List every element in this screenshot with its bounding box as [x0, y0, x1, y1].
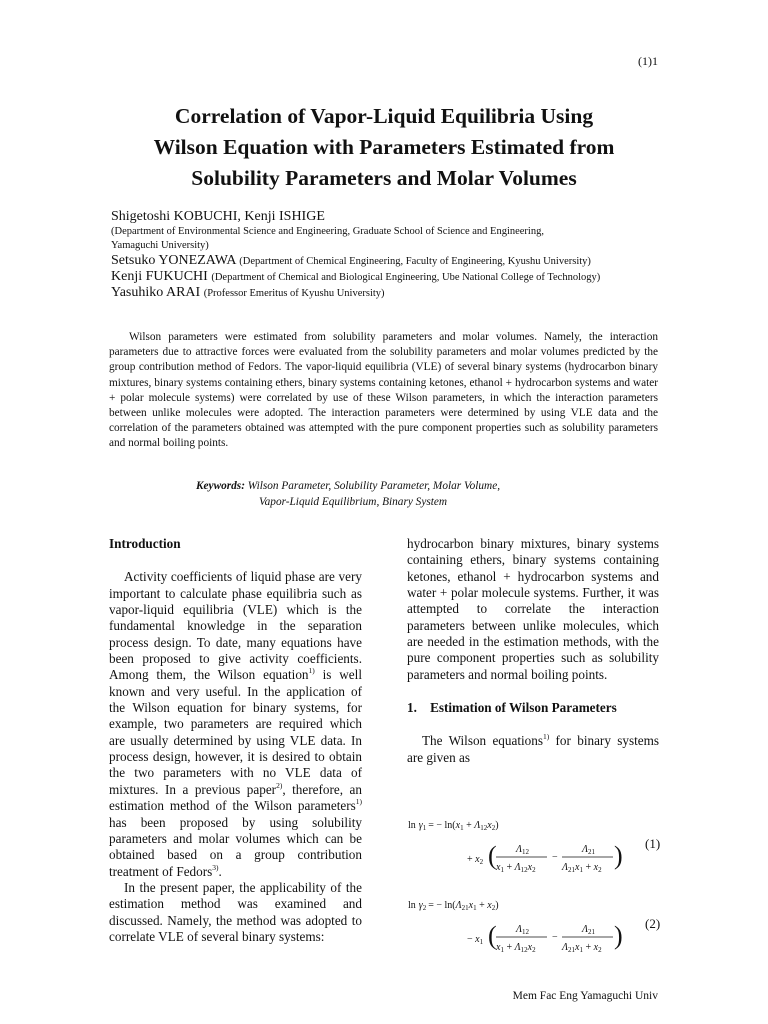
intro-paragraph-1 [109, 569, 362, 880]
author-affiliation: Yamaguchi University) [111, 240, 209, 251]
svg-text:(: ( [488, 921, 497, 950]
equation-2-number: (2) [645, 916, 661, 931]
text-run: is well known and very useful. In the application of the Wilson equation for binary systems, for example, two parameters are required which are usually determined by using VLE data. In process design, however, it is desired to obtain the two parameters with no VLE data of mixtures. In a previous paper [109, 667, 362, 797]
author-name: Shigetoshi KOBUCHI, Kenji ISHIGE [111, 209, 325, 224]
intro-paragraph-2: In the present paper, the applicability of the estimation method was examined and discussed. Namely, the method was adopted to correlate VLE of several binary systems: [109, 879, 362, 944]
text-run: , therefore, an estimation method of the Wilson parameters [109, 781, 362, 814]
author-name: Yasuhiko ARAI [111, 285, 201, 300]
citation: 1) [308, 666, 315, 676]
equation-2 [405, 892, 667, 956]
equation-1 [405, 812, 667, 876]
svg-text:Λ21x1 + x2: $\Lambda_{21}x_1 + x_2$ [562, 942, 602, 954]
equations-intro-paragraph [407, 733, 659, 766]
svg-text:Λ21: $\Lambda_{21}$ [582, 844, 596, 856]
author-line-1 [111, 209, 671, 225]
svg-text:): ) [614, 921, 623, 950]
keywords-line-1: Wilson Parameter, Solubility Parameter, Molar Volume, [247, 480, 501, 492]
svg-text:): ) [614, 841, 623, 870]
keywords-label: Keywords: [196, 480, 245, 492]
section-heading-introduction: Introduction [109, 536, 181, 551]
citation: 3) [212, 862, 219, 872]
author-line-4 [111, 285, 671, 301]
title-line-3: Solubility Parameters and Molar Volumes [191, 166, 577, 190]
author-affiliation: (Department of Chemical and Biological Engineering, Ube National College of Technology) [211, 272, 601, 283]
right-column [407, 536, 659, 766]
citation: 1) [355, 797, 362, 807]
left-column [109, 536, 362, 945]
title-line-2: Wilson Equation with Parameters Estimated from [153, 135, 615, 159]
keywords-line-2: Vapor-Liquid Equilibrium, Binary System [259, 495, 448, 508]
svg-text:(: ( [488, 841, 497, 870]
text-run: has been proposed by using solubility parameters and molar volumes which can be obtained based on a group contribution treatment of Fedors [109, 814, 362, 879]
section-heading-estimation: 1. Estimation of Wilson Parameters [407, 700, 617, 716]
citation: 1) [542, 732, 550, 742]
svg-text:lnγ1= − ln(x1 + Λ12x2): $\ln \gamma_1$ = − $\ln(x_1 + \Lambda_{12}x_2)$ [408, 820, 499, 832]
svg-text:Λ21x1 + x2: $\Lambda_{21}x_1 + x_2$ [562, 862, 602, 874]
keywords [196, 479, 500, 510]
text-run: Activity coefficients of liquid phase are very important to calculate phase equilibria such as vapor-liquid equilibria (VLE) which is the fundamental knowledge in the separation process design. To date, many equations have been proposed to give activity coefficients. Among them, the Wilson equation [109, 569, 362, 683]
svg-text:−: − [552, 852, 558, 863]
footer-journal: Mem Fac Eng Yamaguchi Univ [512, 990, 658, 1002]
author-line-2 [111, 253, 671, 269]
paper-title [100, 101, 668, 194]
abstract: Wilson parameters were estimated from solubility parameters and molar volumes. Namely, the interaction parameters due to attractive forces were evaluated from the solubility parameters and molar volumes predicted by the group contribution method of Fedors. The vapor-liquid equilibria (VLE) of several binary systems (hydrocarbon binary mixtures, binary systems containing ethers, binary systems containing ketones, ethanol + hydrocarbon systems and water + polar molecule systems) were correlated by use of these Wilson parameters, in which the interaction parameters between unlike molecules were adopted. The interaction parameters were determined by using VLE data and the correlation of the parameters obtained was attempted with the pure component properties such as solubility parameters and normal boiling points. [109, 331, 658, 450]
equation-1-number: (1) [645, 836, 661, 851]
title-line-1: Correlation of Vapor-Liquid Equilibria Using [174, 104, 594, 128]
author-affiliation: (Department of Environmental Science and Engineering, Graduate School of Science and Engineering, [111, 226, 544, 237]
text-run: The Wilson equations [422, 733, 543, 749]
svg-text:−: − [552, 932, 558, 943]
svg-text:lnγ2= − ln(Λ21x1 + x2): $\ln \gamma_2$ = − $\ln(\Lambda_{21}x_1 + x_2)$ [408, 900, 499, 912]
author-line-3 [111, 269, 671, 285]
page-number: (1)1 [638, 54, 658, 68]
author-affiliation: (Department of Chemical Engineering, Faculty of Engineering, Kyushu University) [239, 256, 591, 267]
svg-text:x1 + Λ12x2: $x_1 + \Lambda_{12}x_2$ [496, 862, 536, 874]
author-list [111, 209, 671, 301]
svg-text:+ x2: + $x_2$ [467, 854, 484, 866]
svg-text:x1 + Λ12x2: $x_1 + \Lambda_{12}x_2$ [496, 942, 536, 954]
svg-text:Λ12: $\Lambda_{12}$ [516, 844, 530, 856]
svg-text:− x1: − $x_1$ [467, 934, 484, 946]
text-run: for binary systems are given as [407, 733, 659, 765]
intro-paragraph-continued: hydrocarbon binary mixtures, binary systems containing ethers, binary systems containing ketones, ethanol + hydrocarbon systems and water + polar molecule systems. Further, it was attempted to correlate the interaction parameters between unlike molecules, which are needed in the estimation methods, with the pure component properties such as solubility parameters and normal boiling points. [407, 536, 659, 682]
author-name: Kenji FUKUCHI [111, 269, 208, 284]
svg-text:Λ21: $\Lambda_{21}$ [582, 924, 596, 936]
text-run: . [218, 863, 222, 879]
svg-text:Λ12: $\Lambda_{12}$ [516, 924, 530, 936]
citation: 2) [276, 780, 283, 790]
author-affiliation: (Professor Emeritus of Kyushu University) [203, 288, 385, 299]
author-name: Setsuko YONEZAWA [111, 253, 236, 268]
